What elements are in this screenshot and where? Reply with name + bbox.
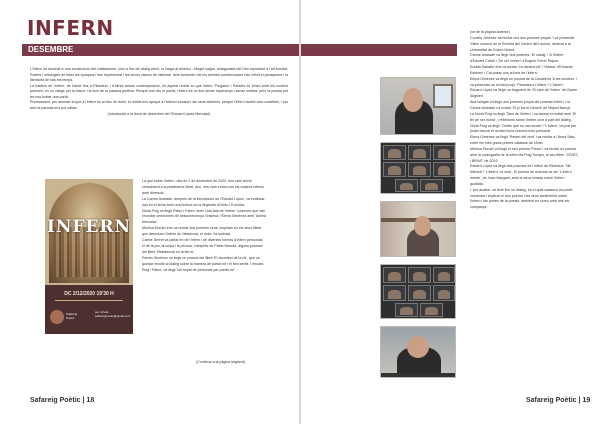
intro-text [30,67,288,118]
video-call-screenshot [380,201,456,257]
right-column-text [470,30,578,211]
event-poster [45,179,133,334]
page-title: INFERN [27,16,114,40]
section-label: DESEMBRE [28,45,74,54]
column-paragraph: Eduard López va llegir dos poemes de l'Infern de Rimbaud, 'Nit infernal' i 'L'infern i la noia'. El poema de cloenda va ser 'L'infern nostre', de Joan Margarit, amb la seva mirada sobre l'infern quotidià. [470,164,572,186]
intro-caption: (Introducció a la lluna de desembre del l'Eduard López Mercadé) [107,112,211,116]
column-paragraph: Elena Giménez va llegir un poema de la Cavallería 'A les cendres' i va presentar un recital propi, 'Paraules a l'infern' i 'L'hivern'. [470,76,577,87]
continue-note: (Continua a la pàgina següent) [196,360,246,364]
video-call-screenshot [380,326,456,378]
column-paragraph: Conxita Jiménez va recitar uns dos poemes propis. I va presentar l'últim número de la Revista del Centre del Lectors, dedicat a la Universitat de Dolors Nebot. [470,35,575,52]
page-footer: Safareig Poètic | 18 [30,397,95,404]
video-call-screenshot [380,142,456,194]
column-paragraph: Carme Serret va parlar en de l'infern i de diverses formes d'infern personals, el de la por, la culpa i la pèrdua, i després de Pablo Neruda, alguns poemes del llibre 'Residencia en la tierra'. [142,238,264,254]
poster-info: per virtual · safareigpoetic@gmail.com [95,310,131,318]
column-paragraph: Carme Andrade va llegir dos poemes: 'El càstig' i 'A l'infern' d'Eduard Cabré i 'De cel i infern' d'Eugeni Ferrer Riquer. [470,53,564,64]
section-bar [22,44,299,56]
page-footer: Safareig Poètic | 19 [526,397,591,404]
poster-date: DC 2/12/2020 19'30 H [64,291,114,297]
video-call-screenshot [380,77,456,135]
column-paragraph: Núria Puig va llegir Pablo i Fabre, amb 'Una lata de l'infern' i poemes que van recordar cerimònies de desconeixença i tristesa; l'Elena Giménez amb 'Ànima trencada'. [142,208,267,225]
poster-divider [55,300,123,301]
column-paragraph: I, per acabar, va tenir lloc un diàleg, en el qual cadascú va poder comentar i explicar el seu poema i els seus sentiments sobre l'infern i les portes de la poesia, ambient en comú amb tots els companys. [470,187,573,210]
column-paragraph: La Núria Puig va llegir 'Dies de l'infern' i va tancar el recital amb 'El fet de ser humà', i reflexions sobre l'infern com a part del diàleg. [470,111,577,122]
section-bar [301,44,457,56]
column-paragraph: La Carme Andrade, després de la introducció de l'Eduard López, va endinsar-nos en el tema amb una lectura de la llegenda d'Orfeu i Eurídice. [142,196,266,207]
right-page [301,0,600,424]
column-paragraph: Mònica Escuer va llegir el seu poema 'Presó' i va recitar un poema amb la coreografia de la sèrie Ma Puig Torrijos, al seu llibre 'JOVES I BRIVE' de 2019. [470,146,578,163]
left-page [0,0,299,424]
intro-paragraph: La tradició de l'Infern, de Dante fins a Rimbaud, i d'altres autors contemporanis, en aquest recital en què Infern, Purgatori i Paradís es fonen amb els nostres poemes, en un viatge per la foscor i la llum de la paraula poètica. Perquè com diu el poeta, l'infern és un lloc sense esperança i sense sortida, però la poesia pot fer-nos trobar una porta. [30,83,288,99]
column-paragraph: Mònica Escuer ens va recitar dos poemes seus, inspirats en els seus fillets que descriuen l'infern de l'absència, el dolor i la soledat. [142,226,262,237]
poster-logo-text: Safareig Poètic [66,312,78,320]
intro-paragraph: Precisament, per abordar el que a l'infern és un lloc de dolor, el recital ens apropa a l'ànima humana i als seus abismes, perquè l'infern també som nosaltres, i per això la paraula ens pot salvar. [30,100,288,110]
poster-title: INFERN [46,217,132,237]
column-paragraph: La que sobre l'infern, des de 2 de desembre de 2020, ens vam reunir virtualment a la plataforma Meet. Així, ens vam endur-nos els nostres inferns amb diversos. [142,179,265,195]
column-paragraph: Elena Giménez va llegir 'Retorn del vent' i va recitar a l'Anna Sala, entre els més grans poetes catalans de l'Ariel. [470,135,576,146]
column-paragraph: Ferran Giménez va llegir un poema del llibre 'El dormitori de la nit', que va quedar recollit al diàleg sobre la manera de parlar-ne i el seu sentit. I encara Puig i Fabre, va llegir 'Un espai de persones per parlar-ne'... [142,255,264,272]
video-call-screenshot [380,264,456,319]
left-column-text [142,179,267,274]
poster-logo-icon [50,310,64,324]
column-paragraph: Ana Isiegas va llegir dos poemes propis del poemari Infern, i la Carme Andrade va contar 'Si jo fos el Dimoni' de Miquel Bauçà. [470,100,571,110]
column-paragraph: Eulàlia Sabater ens va recitar 'La darrera nit' i 'Vidalia' d'Eduardo Estévez i 'Cal posar-nos al fons de l'infern'. [470,65,573,75]
column-paragraph: Núria Puig va llegir 'Ocells que no van tornar' i 'L'infern', tot just per poder tancar el recital d'una manera més personal. [470,123,577,134]
column-paragraph: (ve de la pàgina anterior) [470,30,510,34]
column-paragraph: Eduard López va llegir un fragment de 'El cant de l'infern' del Dante Alighieri. [470,88,578,99]
intro-paragraph: L'Infern ha fascinat a una construcció del cristianisme, com a lloc de càstig etern, la llarga al diverso –l'àngel caigut, antagonista del Déu repudiant a l'art bondat. Poetes i mitologies de totes les èpoques l'han representat i les seves visions de l'abisme, dels turments i de les ànimes condemnades han influït el pensament i la literatura de tots els temps. [30,67,288,82]
